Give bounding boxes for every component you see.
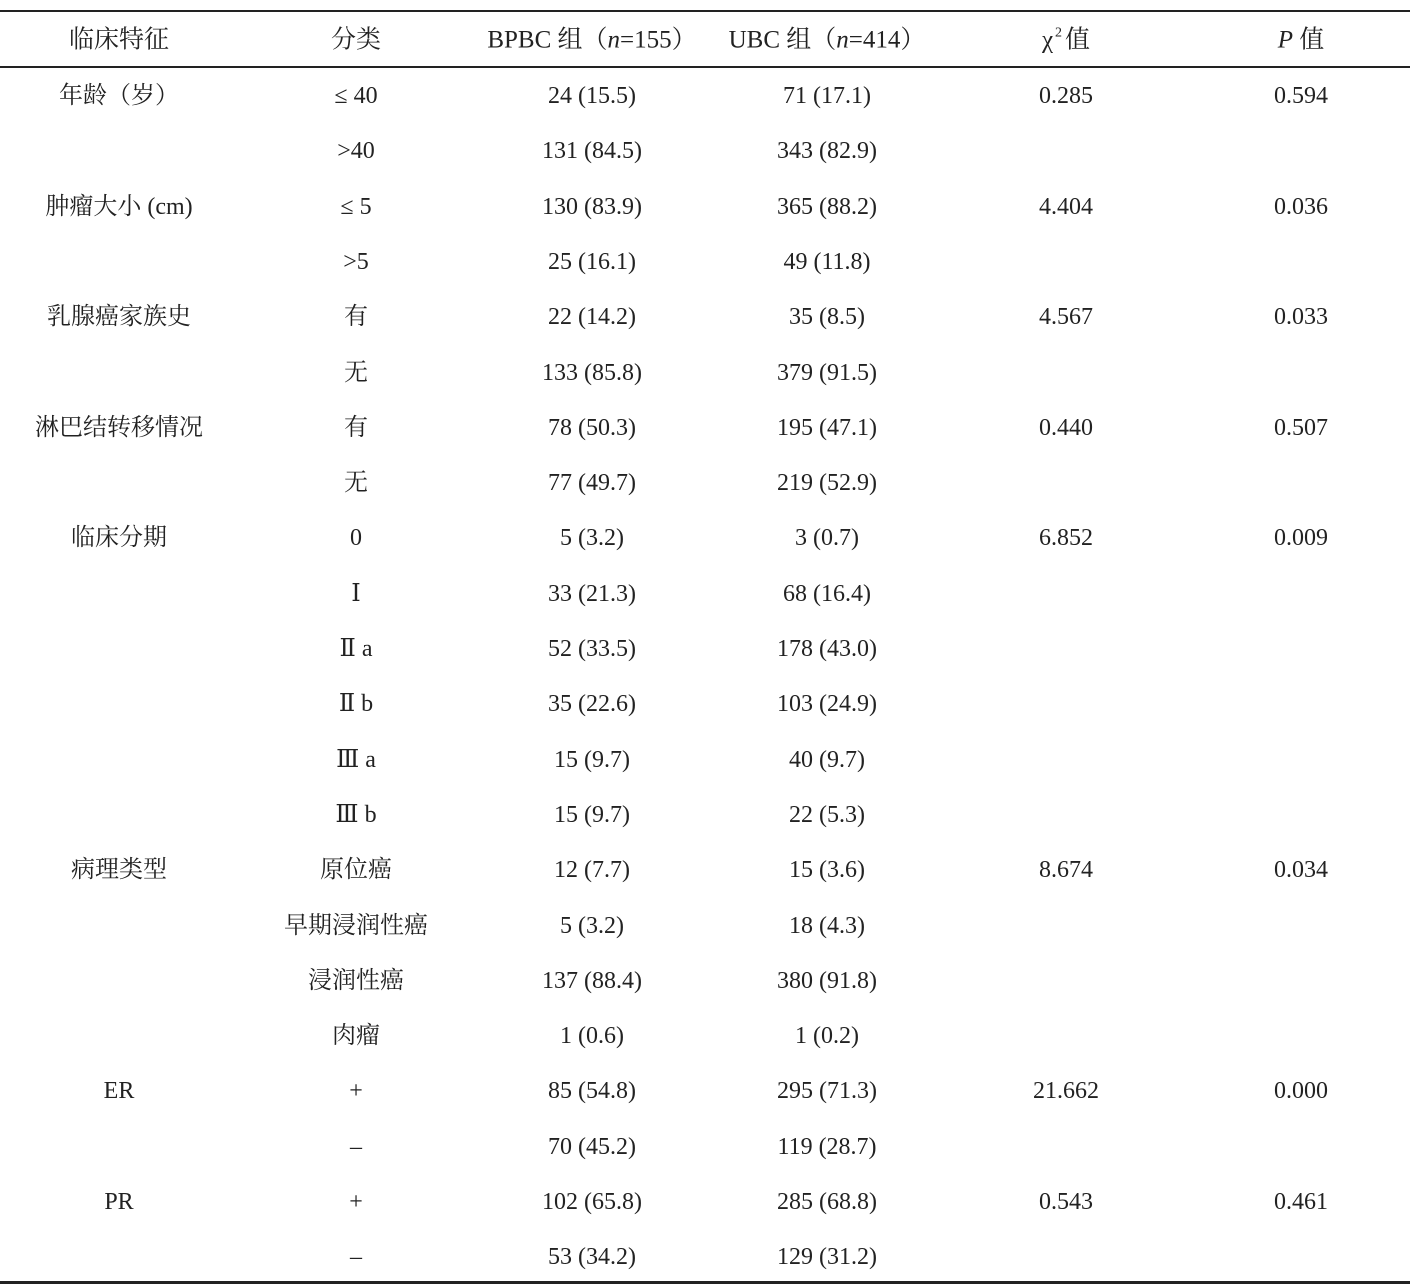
cell-bpbc: 78 (50.3) xyxy=(548,414,636,441)
cell-ubc: 380 (91.8) xyxy=(777,967,877,994)
header-ubc-n-label: n xyxy=(836,26,849,54)
cell-ubc: 219 (52.9) xyxy=(777,470,877,497)
cell-bpbc: 70 (45.2) xyxy=(548,1133,636,1160)
cell-ubc: 15 (3.6) xyxy=(789,857,865,884)
cell-bpbc: 25 (16.1) xyxy=(548,248,636,275)
cell-p-value: 0.036 xyxy=(1274,193,1328,220)
cell-category: 有 xyxy=(344,304,368,331)
cell-category: 有 xyxy=(344,414,368,441)
cell-bpbc: 102 (65.8) xyxy=(542,1189,642,1215)
cell-category: 早期浸润性癌 xyxy=(284,912,428,939)
cell-bpbc: 5 (3.2) xyxy=(560,525,624,552)
cell-feature: 年龄（岁） xyxy=(59,83,179,109)
header-bpbc-group xyxy=(487,28,696,53)
cell-category: Ⅱ a xyxy=(339,636,373,662)
cell-category: Ⅰ xyxy=(351,580,361,607)
cell-bpbc: 15 (9.7) xyxy=(554,801,630,828)
cell-p-value: 0.009 xyxy=(1274,525,1328,552)
header-ubc-group xyxy=(729,28,926,53)
cell-ubc: 343 (82.9) xyxy=(777,138,877,165)
cell-bpbc: 24 (15.5) xyxy=(548,83,636,109)
cell-feature: PR xyxy=(104,1189,134,1215)
cell-category: ≤ 40 xyxy=(334,83,378,109)
cell-ubc: 22 (5.3) xyxy=(789,801,865,828)
cell-category: – xyxy=(350,1244,362,1271)
cell-p-value: 0.033 xyxy=(1274,304,1328,331)
cell-feature: ER xyxy=(103,1078,135,1105)
cell-category: – xyxy=(350,1133,362,1160)
cell-p-value: 0.507 xyxy=(1274,414,1328,441)
cell-category: + xyxy=(349,1189,363,1215)
cell-ubc: 379 (91.5) xyxy=(777,359,877,386)
header-chi-suffix: 值 xyxy=(1065,26,1091,54)
cell-p-value: 0.000 xyxy=(1274,1078,1328,1105)
table-header-rule xyxy=(0,66,1410,68)
cell-feature: 病理类型 xyxy=(71,857,167,884)
cell-category: >5 xyxy=(343,248,369,275)
cell-category: Ⅲ b xyxy=(335,801,377,828)
cell-chi-square: 4.567 xyxy=(1039,304,1093,331)
header-p-symbol: P xyxy=(1277,26,1294,54)
cell-category: >40 xyxy=(337,138,375,165)
cell-ubc: 178 (43.0) xyxy=(777,636,877,662)
cell-ubc: 71 (17.1) xyxy=(783,83,871,109)
header-bpbc-suffix: =155） xyxy=(620,26,697,54)
cell-category: + xyxy=(349,1078,363,1105)
cell-ubc: 195 (47.1) xyxy=(777,414,877,441)
cell-category: 无 xyxy=(344,359,368,386)
cell-ubc: 285 (68.8) xyxy=(777,1189,877,1215)
header-ubc-suffix: =414） xyxy=(848,26,926,54)
header-p-suffix: 值 xyxy=(1299,26,1325,54)
cell-bpbc: 22 (14.2) xyxy=(548,304,636,331)
cell-category: 浸润性癌 xyxy=(308,967,404,994)
cell-ubc: 3 (0.7) xyxy=(795,525,859,552)
cell-chi-square: 21.662 xyxy=(1033,1078,1099,1105)
cell-feature: 肿瘤大小 (cm) xyxy=(45,193,193,220)
header-chi-square xyxy=(1041,25,1091,54)
header-chi-symbol: χ xyxy=(1041,26,1054,54)
cell-ubc: 129 (31.2) xyxy=(777,1244,877,1271)
cell-bpbc: 77 (49.7) xyxy=(548,470,636,497)
header-bpbc-prefix: BPBC 组（ xyxy=(487,26,608,54)
cell-chi-square: 4.404 xyxy=(1039,193,1093,220)
cell-bpbc: 133 (85.8) xyxy=(542,359,642,386)
cell-chi-square: 6.852 xyxy=(1039,525,1093,552)
cell-ubc: 40 (9.7) xyxy=(789,746,865,773)
cell-bpbc: 85 (54.8) xyxy=(548,1078,636,1105)
cell-feature: 淋巴结转移情况 xyxy=(35,414,203,441)
header-ubc-prefix: UBC 组（ xyxy=(728,26,837,54)
cell-bpbc: 5 (3.2) xyxy=(560,912,624,939)
cell-bpbc: 131 (84.5) xyxy=(542,138,642,165)
cell-bpbc: 1 (0.6) xyxy=(560,1023,624,1050)
cell-ubc: 119 (28.7) xyxy=(777,1133,877,1160)
header-feature: 临床特征 xyxy=(68,26,170,54)
cell-feature: 临床分期 xyxy=(71,525,167,552)
cell-p-value: 0.594 xyxy=(1274,83,1328,109)
cell-category: 无 xyxy=(344,470,368,497)
cell-bpbc: 12 (7.7) xyxy=(554,857,630,884)
cell-ubc: 49 (11.8) xyxy=(783,248,871,275)
header-bpbc-n-label: n xyxy=(607,26,621,54)
cell-ubc: 103 (24.9) xyxy=(777,691,877,718)
cell-feature: 乳腺癌家族史 xyxy=(47,304,191,331)
cell-ubc: 295 (71.3) xyxy=(777,1078,877,1105)
cell-ubc: 35 (8.5) xyxy=(789,304,865,331)
cell-category: Ⅱ b xyxy=(338,691,374,718)
cell-chi-square: 0.285 xyxy=(1039,83,1093,109)
table-top-rule xyxy=(0,10,1410,12)
cell-chi-square: 0.440 xyxy=(1039,414,1093,441)
cell-ubc: 68 (16.4) xyxy=(783,580,871,607)
cell-bpbc: 35 (22.6) xyxy=(548,691,636,718)
cell-category: ≤ 5 xyxy=(340,193,372,220)
cell-bpbc: 53 (34.2) xyxy=(548,1244,636,1271)
cell-category: 原位癌 xyxy=(320,857,392,884)
cell-bpbc: 137 (88.4) xyxy=(542,967,642,994)
cell-bpbc: 52 (33.5) xyxy=(548,636,636,662)
header-chi-exponent: 2 xyxy=(1055,25,1063,41)
cell-category: Ⅲ a xyxy=(336,746,376,773)
cell-p-value: 0.034 xyxy=(1274,857,1328,884)
cell-p-value: 0.461 xyxy=(1274,1189,1328,1215)
cell-ubc: 18 (4.3) xyxy=(789,912,865,939)
cell-category: 肉瘤 xyxy=(332,1023,380,1050)
cell-ubc: 365 (88.2) xyxy=(777,193,877,220)
header-p-value xyxy=(1278,28,1325,53)
cell-ubc: 1 (0.2) xyxy=(795,1023,859,1050)
cell-bpbc: 15 (9.7) xyxy=(554,746,630,773)
header-category: 分类 xyxy=(330,26,382,54)
cell-bpbc: 130 (83.9) xyxy=(542,193,642,220)
table-bottom-rule xyxy=(0,1281,1410,1284)
cell-chi-square: 8.674 xyxy=(1039,857,1093,884)
cell-bpbc: 33 (21.3) xyxy=(548,580,636,607)
cell-chi-square: 0.543 xyxy=(1039,1189,1093,1215)
cell-category: 0 xyxy=(350,525,362,552)
